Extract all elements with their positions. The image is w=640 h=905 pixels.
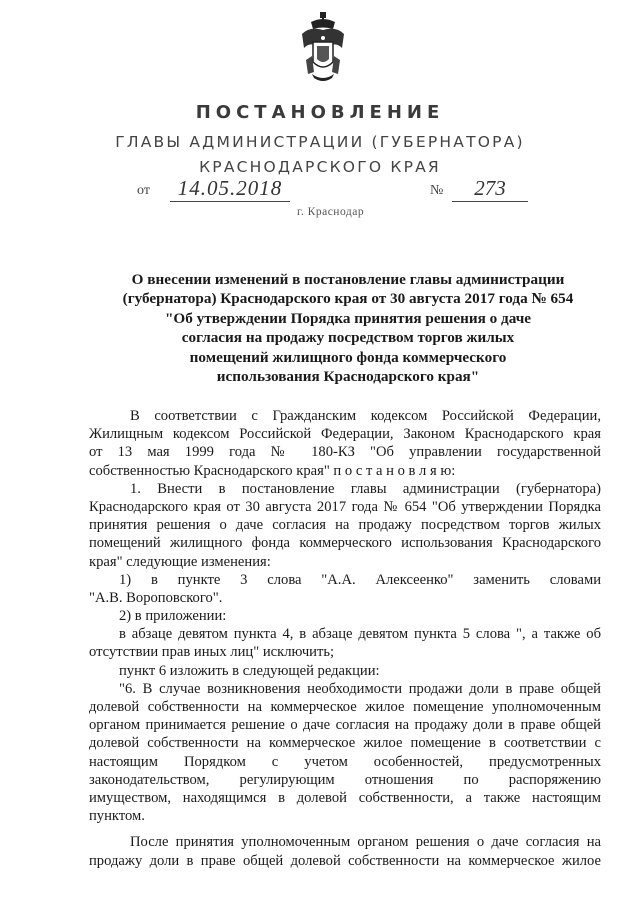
- text-line: долевой собственности на коммерческое жилое помещение уполномоченным: [89, 699, 601, 715]
- text-line: края" следующие изменения:: [89, 553, 271, 570]
- heading-line: согласия на продажу посредством торгов жилых: [181, 329, 515, 347]
- city-label: г. Краснодар: [297, 206, 365, 218]
- text-line: пункт 6 изложить в следующей редакции:: [119, 662, 380, 679]
- text-line: от 13 мая 1999 года № 180-КЗ "Об управлении государственной: [89, 444, 601, 461]
- document-body: [89, 407, 601, 870]
- text-line: помещений жилищного фонда коммерческого использования Краснодарского: [89, 535, 601, 552]
- text-line: Жилищным кодексом Российской Федерации, Законом Краснодарского края: [89, 426, 601, 443]
- text-line: После принятия уполномоченным органом решения о даче согласия на: [130, 834, 601, 851]
- heading-line: "Об утверждении Порядка принятия решения о даче: [165, 309, 531, 327]
- paragraph-subitem-2: [89, 607, 601, 625]
- document-number: 273: [452, 176, 528, 202]
- text-line: 1) в пункте 3 слова "А.А. Алексеенко" заменить словами: [119, 571, 601, 588]
- document-heading: [98, 270, 598, 386]
- text-line: долевой собственности на коммерческое жилое помещение в соответствии с: [89, 735, 601, 752]
- text-line: "6. В случае возникновения необходимости продажи доли в праве общей: [119, 680, 601, 697]
- heading-line: использования Краснодарского края": [216, 368, 480, 386]
- text-line: законодательством, регулирующим отношения по распоряжению: [89, 771, 601, 788]
- paragraph-amendment-2: [89, 662, 601, 680]
- text-line: пунктом.: [89, 808, 145, 825]
- text-line: "А.В. Вороповского".: [89, 589, 223, 606]
- text-line: 1. Внести в постановление главы администрации (губернатора): [130, 480, 601, 497]
- paragraph-new-clause-6: [89, 680, 601, 826]
- text-line: Краснодарского края от 30 августа 2017 года № 654 "Об утверждении Порядка: [89, 498, 601, 515]
- paragraph-amendment-1: [89, 625, 601, 661]
- paragraph-item-1: [89, 480, 601, 571]
- document-date: 14.05.2018: [170, 176, 290, 202]
- date-label: от: [137, 183, 150, 198]
- paragraph-subitem-1: [89, 571, 601, 607]
- text-line: имуществом, находящимся в долевой собственности, а также настоящим: [89, 789, 601, 806]
- text-line: 2) в приложении:: [119, 608, 227, 625]
- text-line: в абзаце девятом пункта 4, в абзаце девятом пункта 5 слова ", а также об: [119, 626, 601, 643]
- issuer-line-1: ГЛАВЫ АДМИНИСТРАЦИИ (ГУБЕРНАТОРА): [115, 133, 525, 151]
- heading-line: (губернатора) Краснодарского края от 30 августа 2017 года № 654: [122, 290, 574, 308]
- number-label: №: [430, 183, 444, 198]
- heading-line: О внесении изменений в постановление главы администрации: [131, 271, 565, 288]
- coat-of-arms-emblem: [298, 12, 348, 84]
- paragraph-continuation: [89, 833, 601, 869]
- text-line: отсутствии прав иных лиц" исключить;: [89, 644, 335, 661]
- text-line: собственностью Краснодарского края" п о с т а н о в л я ю:: [89, 462, 456, 479]
- text-line: настоящим Порядком с учетом особенностей, предусмотренных: [89, 753, 601, 770]
- heading-line: помещений жилищного фонда коммерческого: [189, 348, 507, 366]
- text-line: продажу доли в праве общей долевой собственности на коммерческое жилое: [89, 852, 601, 869]
- document-type-title: ПОСТАНОВЛЕНИЕ: [195, 102, 445, 123]
- text-line: принятия решения о даче согласия на продажу посредством торгов жилых: [89, 517, 601, 534]
- text-line: В соответствии с Гражданским кодексом Российской Федерации,: [130, 408, 601, 424]
- issuer-line-2: КРАСНОДАРСКОГО КРАЯ: [199, 158, 441, 176]
- paragraph-preamble: [89, 407, 601, 480]
- text-line: органом принимается решение о даче согласия на продажу доли в праве общей: [89, 717, 601, 734]
